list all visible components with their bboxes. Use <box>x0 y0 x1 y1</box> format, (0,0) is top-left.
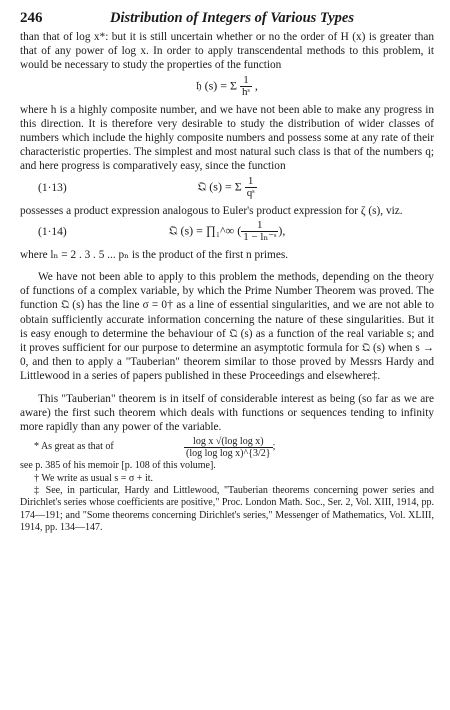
equation-h <box>20 73 434 103</box>
page-header <box>20 10 434 30</box>
equation-h-fraction <box>240 75 252 98</box>
footnote-1-denominator: (log log log x)^{3/2} <box>186 447 271 459</box>
equation-h-lhs: 𝔥 (s) = Σ <box>196 77 238 92</box>
equation-h-body <box>20 75 434 98</box>
footnotes <box>20 434 434 534</box>
footnote-1-fraction <box>184 436 273 459</box>
footnote-1-continuation: see p. 385 of his memoir [p. 108 of this volume]. <box>20 460 216 472</box>
paragraph-4: where lₙ = 2 . 3 . 5 ... pₙ is the product of the first n primes. <box>20 248 289 261</box>
equation-1-14-body <box>20 220 434 243</box>
equation-1-13-label: (1·13) <box>38 181 67 194</box>
equation-1-14-label: (1·14) <box>38 225 67 238</box>
equation-1-13-fraction <box>245 176 257 199</box>
paragraph-5: We have not been able to apply to this problem the methods, depending on the theory of functions of a complex variable, by which the Prime Number Theorem was proved. The function 𝔔 (s) has the line σ = 0† as a line of essential singularities, and we are not able to obtain sufficiently accurate information concerning the nature of these singularities. But it is easy enough to determine the behaviour of 𝔔 (s) as a function of the real variable s; and it proves sufficient for our purpose to determine an asymptotic formula for 𝔔 (s) when s → 0, and then to apply a "Tauberian" theorem similar to those proved by Messrs Hardy and Littlewood in a series of papers published in these Proceedings and elsewhere‡. <box>20 271 434 383</box>
left-paren: ( <box>237 223 242 238</box>
footnote-1-lead: * As great as that of <box>34 441 114 453</box>
equation-1-14-numerator: 1 <box>241 220 278 232</box>
paragraph-6: This "Tauberian" theorem is in itself of considerable interest as being (so far as we are aware) the first such theorem which deals with functions or sequences tending to infinity more rapidly than any power of the variable. <box>20 392 434 434</box>
equation-1-13 <box>20 174 434 204</box>
equation-1-14 <box>20 218 434 248</box>
equation-1-14-denominator: 1 − lₙ⁻ˢ <box>243 230 277 243</box>
footnote-1-row <box>20 434 434 460</box>
equation-1-14-lhs: 𝔔 (s) = ∏₁^∞ <box>168 223 235 238</box>
right-paren: ) <box>278 223 283 238</box>
equation-h-denominator: hˢ <box>242 85 250 98</box>
running-title: Distribution of Integers of Various Types <box>110 10 354 26</box>
paragraph-1: than that of log x*: but it is still uncertain whether or no the order of H (x) is greater than that of any power of log x. In order to apply transcendental methods to this problem, it would be necessary to study the properties of the function <box>20 31 434 72</box>
equation-1-14-fraction <box>241 220 278 243</box>
footnote-2: † We write as usual s = σ + it. <box>34 472 153 484</box>
paragraph-3: possesses a product expression analogous to Euler's product expression for ζ (s), viz. <box>20 204 403 217</box>
footnote-1-tail: ; <box>272 441 276 453</box>
equation-1-13-lhs: 𝔔 (s) = Σ <box>197 178 242 193</box>
paragraph-2: where h is a highly composite number, and we have not been able to make any progress in this direction. It is therefore very desirable to study the distribution of wider classes of numbers which include the highly composite numbers and possess some at any rate of their characteristic properties. The simplest and most natural such class is that of the numbers q; and here progress is comparatively easy, since the function <box>20 103 434 173</box>
page-number: 246 <box>20 10 43 26</box>
equation-1-14-tail: , <box>282 223 286 238</box>
footnote-3: ‡ See, in particular, Hardy and Littlewood, "Tauberian theorems concerning power series and Dirichlet's series whose coefficients are positive," Proc. London Math. Soc., Ser. 2, Vol. XIII, 1914, pp. 174—191; and "Some theorems concerning Dirichlet's series," Messenger of Mathematics, Vol. XLIII, 1914, pp. 134—147. <box>20 485 434 534</box>
equation-1-13-denominator: qˢ <box>246 186 255 199</box>
equation-h-tail: , <box>254 77 258 92</box>
footnote-1-numerator: log x √(log log x) <box>184 436 273 448</box>
equation-1-13-numerator: 1 <box>245 176 257 188</box>
equation-1-13-body <box>20 176 434 199</box>
equation-h-numerator: 1 <box>240 75 252 87</box>
